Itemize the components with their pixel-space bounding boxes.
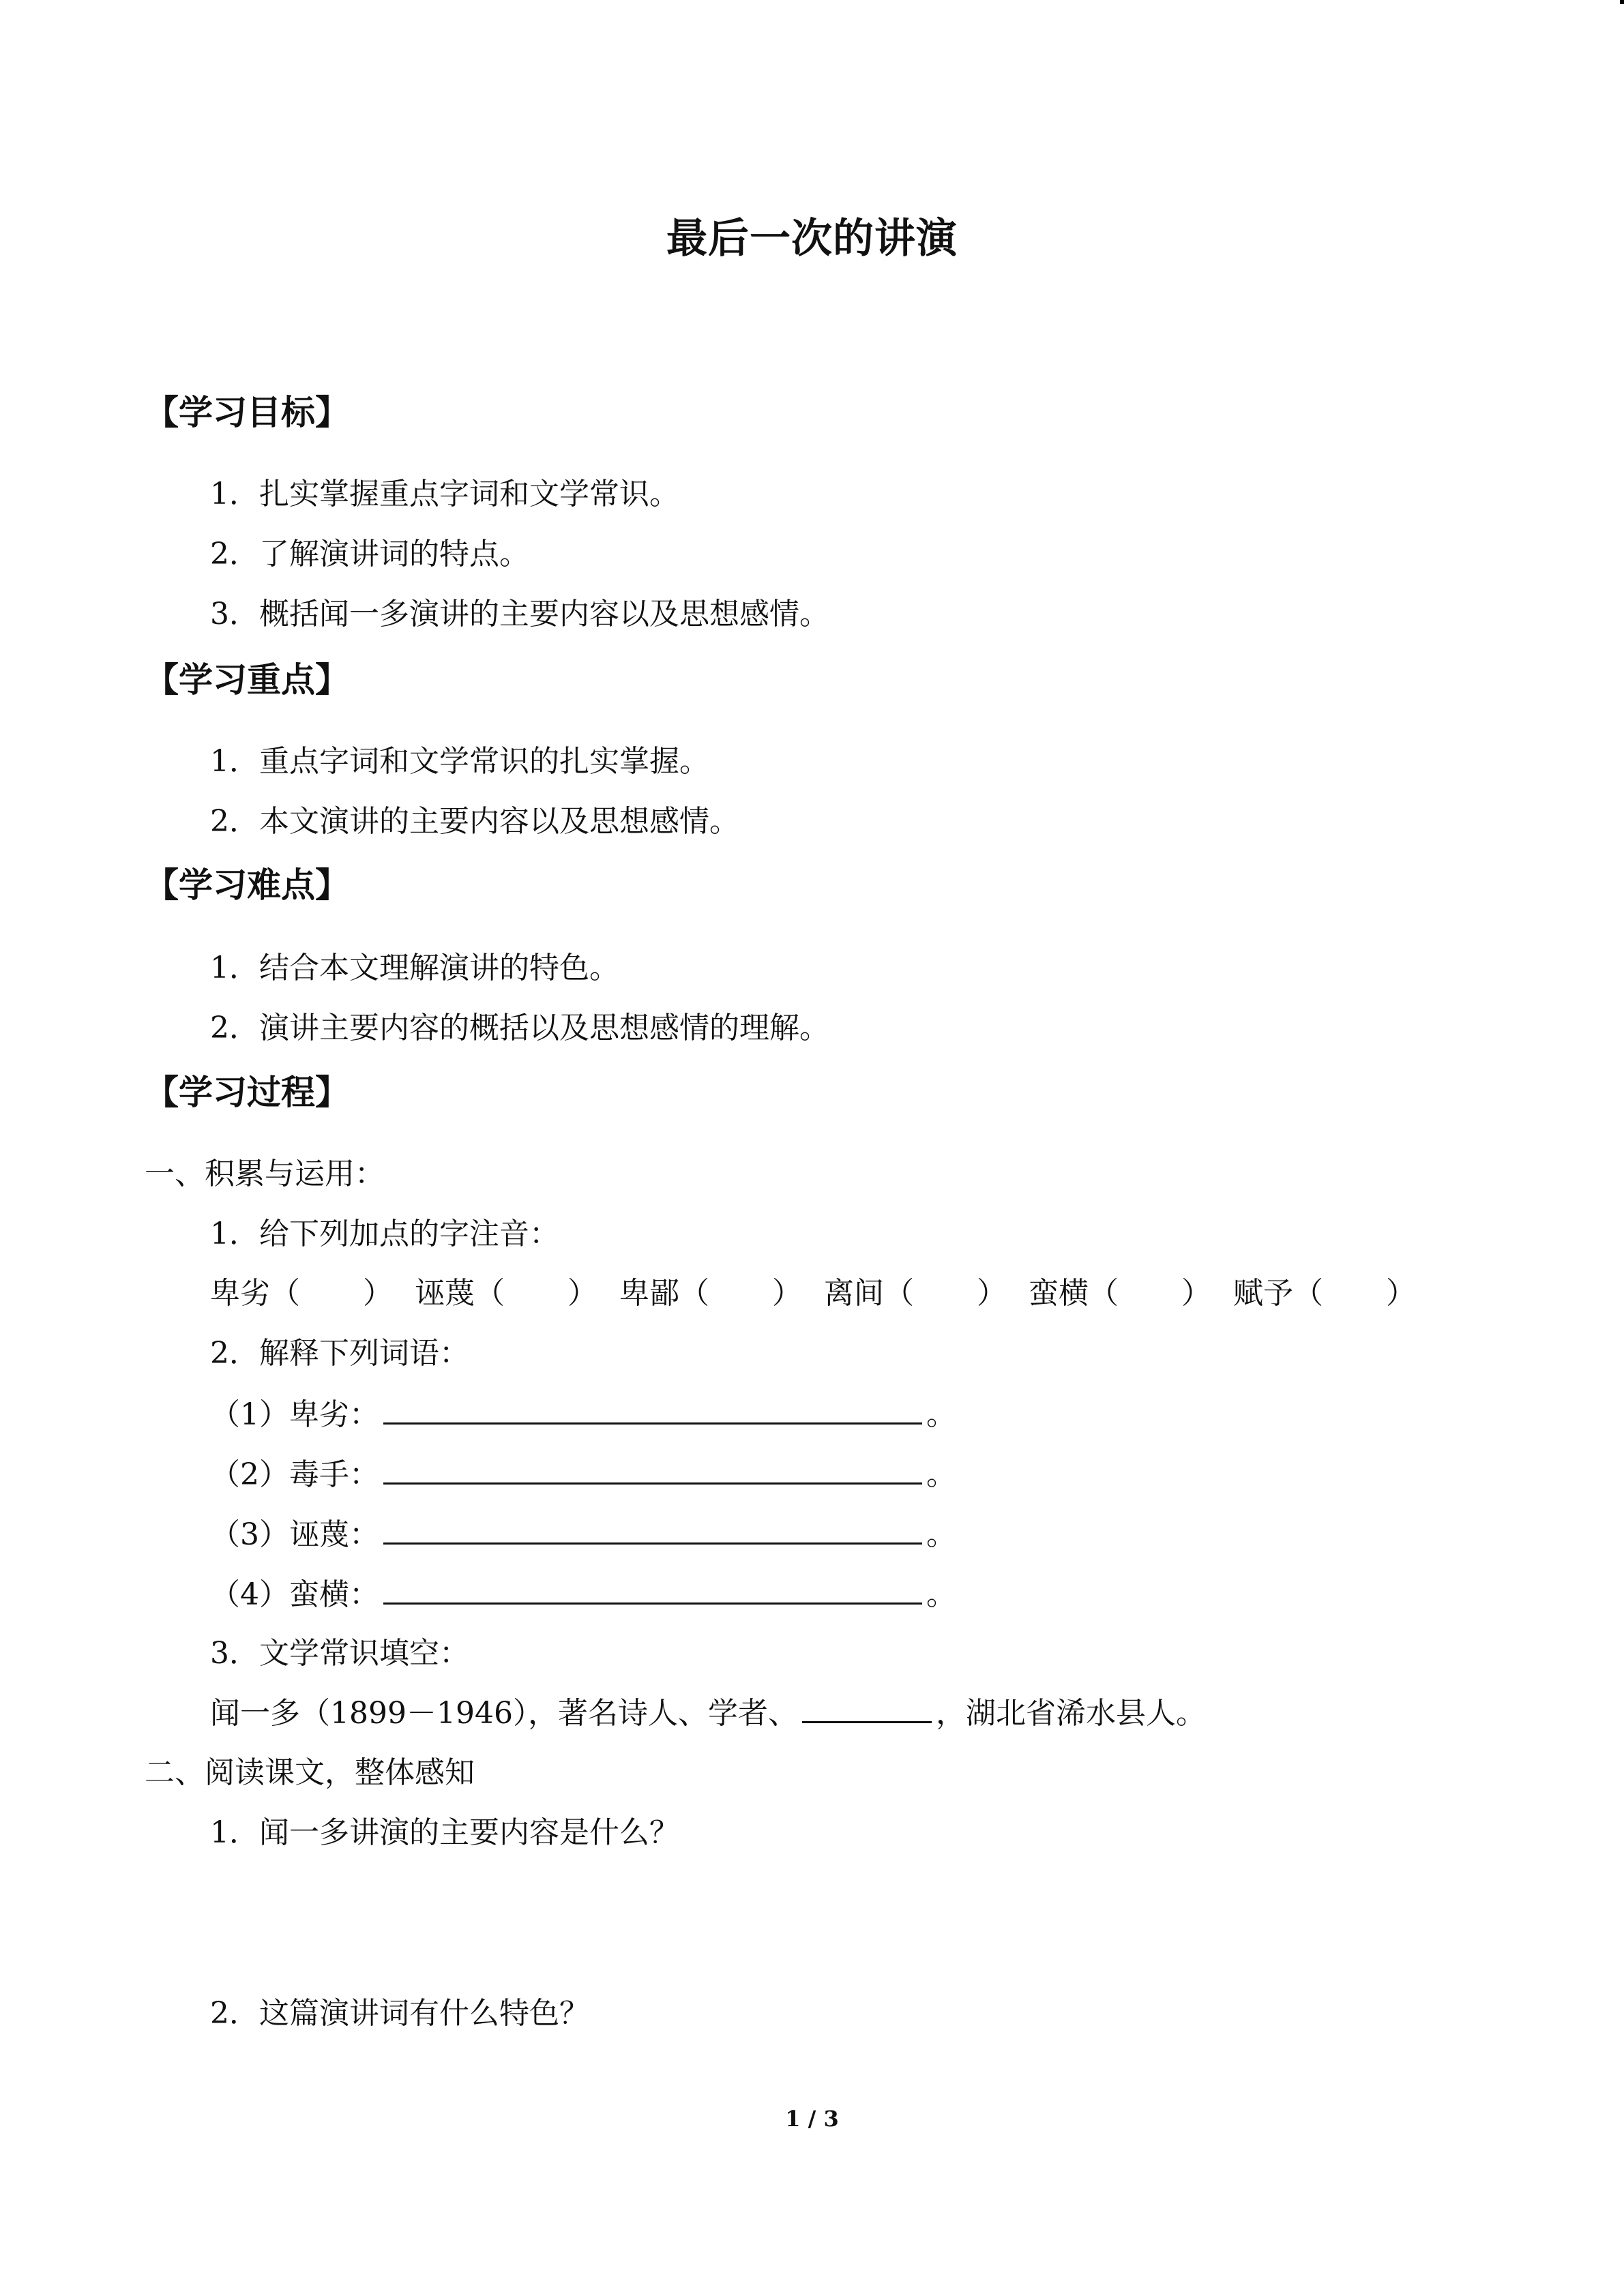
goal-item: 1．扎实掌握重点字词和文学常识。 bbox=[210, 477, 679, 511]
definition-end: 。 bbox=[926, 1577, 956, 1612]
q3-prompt: 3．文学常识填空： bbox=[210, 1636, 469, 1671]
pinyin-item: 赋予（ ） bbox=[1233, 1276, 1416, 1311]
key-point-item: 1．重点字词和文学常识的扎实掌握。 bbox=[210, 744, 709, 779]
q1-prompt: 1．给下列加点的字注音： bbox=[210, 1217, 559, 1251]
heading-learning-process: 【学习过程】 bbox=[145, 1073, 349, 1112]
q2-prompt: 2．解释下列词语： bbox=[210, 1336, 469, 1371]
definition-label: （2）毒手： bbox=[210, 1457, 379, 1492]
part2-q1: 1．闻一多讲演的主要内容是什么？ bbox=[210, 1815, 679, 1850]
key-point-item: 2．本文演讲的主要内容以及思想感情。 bbox=[210, 804, 739, 839]
definition-end: 。 bbox=[926, 1397, 956, 1432]
part1-title: 一、积累与运用： bbox=[145, 1157, 385, 1191]
part2-title: 二、阅读课文，整体感知 bbox=[145, 1755, 475, 1790]
answer-blank[interactable] bbox=[383, 1452, 922, 1485]
definition-row bbox=[210, 1571, 956, 1619]
difficulty-item: 2．演讲主要内容的概括以及思想感情的理解。 bbox=[210, 1011, 829, 1045]
q3-text-before: 闻一多（1899－1946），著名诗人、学者、 bbox=[210, 1696, 798, 1731]
pinyin-item: 离间（ ） bbox=[824, 1276, 1007, 1311]
definition-label: （4）蛮横： bbox=[210, 1577, 379, 1612]
pinyin-item: 诬蔑（ ） bbox=[415, 1276, 597, 1311]
definition-row bbox=[210, 1391, 956, 1439]
answer-blank[interactable] bbox=[383, 1392, 922, 1425]
pinyin-row bbox=[210, 1270, 1428, 1317]
goal-item: 3．概括闻一多演讲的主要内容以及思想感情。 bbox=[210, 597, 829, 631]
pinyin-item: 卑劣（ ） bbox=[210, 1276, 393, 1311]
definition-end: 。 bbox=[926, 1457, 956, 1492]
definition-row bbox=[210, 1451, 956, 1499]
heading-difficulties: 【学习难点】 bbox=[145, 865, 349, 905]
part2-q2: 2．这篇演讲词有什么特色？ bbox=[210, 1996, 589, 2031]
pinyin-item: 卑鄙（ ） bbox=[619, 1276, 802, 1311]
difficulty-item: 1．结合本文理解演讲的特色。 bbox=[210, 951, 619, 985]
page-title: 最后一次的讲演 bbox=[666, 215, 958, 263]
corner-mark bbox=[1620, 0, 1624, 4]
page-number: 1 / 3 bbox=[785, 2106, 839, 2132]
answer-blank[interactable] bbox=[802, 1691, 932, 1723]
definition-end: 。 bbox=[926, 1517, 956, 1552]
q3-text-after: ，湖北省浠水县人。 bbox=[935, 1696, 1206, 1731]
definition-label: （1）卑劣： bbox=[210, 1397, 379, 1432]
answer-blank[interactable] bbox=[383, 1572, 922, 1605]
q3-fill-line bbox=[210, 1690, 1206, 1738]
answer-blank[interactable] bbox=[383, 1512, 922, 1545]
pinyin-item: 蛮横（ ） bbox=[1029, 1276, 1211, 1311]
heading-learning-goals: 【学习目标】 bbox=[145, 393, 349, 432]
definition-row bbox=[210, 1511, 956, 1559]
goal-item: 2．了解演讲词的特点。 bbox=[210, 537, 529, 571]
definition-label: （3）诬蔑： bbox=[210, 1517, 379, 1552]
heading-key-points: 【学习重点】 bbox=[145, 660, 349, 700]
